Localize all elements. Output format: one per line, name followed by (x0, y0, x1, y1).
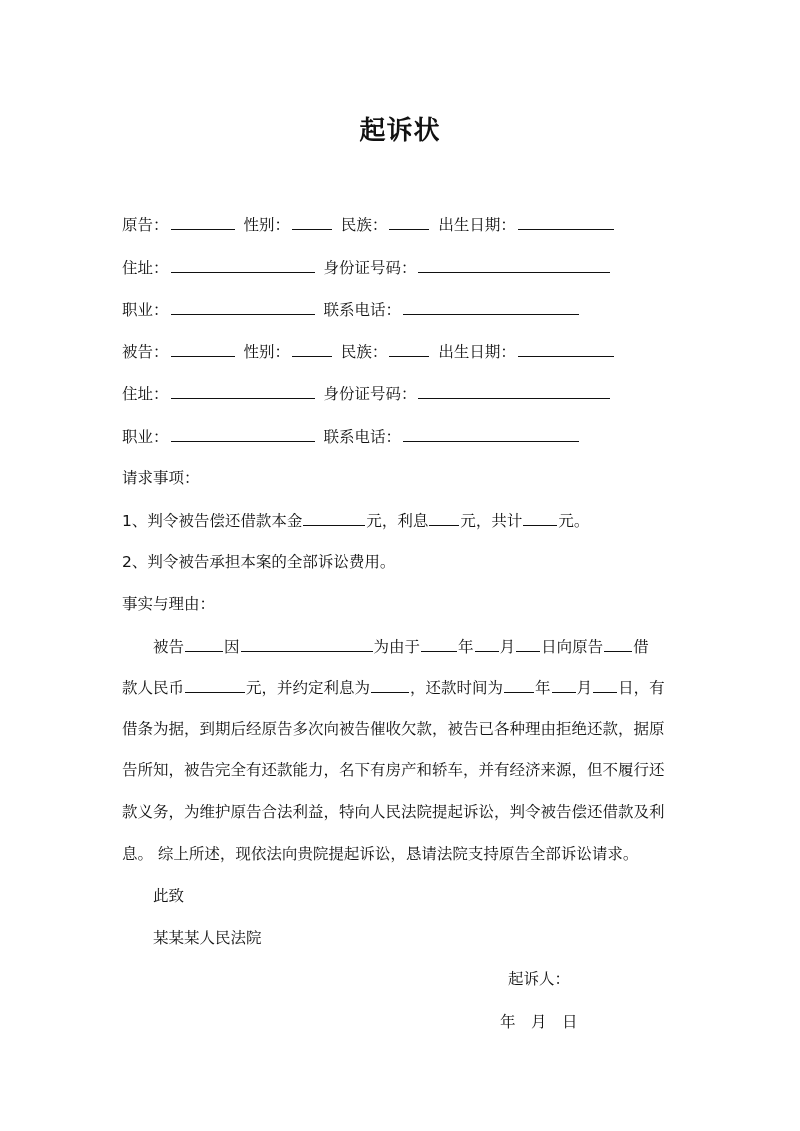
defendant-ethnicity-blank[interactable] (389, 340, 429, 357)
plaintiff-gender-blank[interactable] (292, 213, 332, 230)
facts-defendant-blank[interactable] (185, 635, 223, 652)
facts-line-3: 借条为据，到期后经原告多次向被告催收欠款，被告已各种理由拒绝还款，据原 (122, 720, 665, 738)
plaintiff-gender-label: 性别： (243, 216, 290, 234)
claim-principal-blank[interactable] (303, 509, 365, 526)
facts-l2-b: 元，并约定利息为 (246, 679, 371, 697)
plaintiff-job-label: 职业： (122, 301, 169, 319)
claim-1-part-c: 元，共计 (460, 512, 523, 530)
signature-date: 年 月 日 (500, 1013, 578, 1031)
facts-heading: 事实与理由： (122, 595, 216, 613)
closing-salutation: 此致 (153, 887, 185, 905)
facts-l1-c: 为由于 (373, 638, 421, 656)
plaintiff-id-blank[interactable] (418, 256, 610, 273)
plaintiff-job-row (122, 298, 583, 320)
plaintiff-address-row (122, 256, 614, 278)
facts-day-blank[interactable] (516, 635, 540, 652)
facts-line-6: 息。 综上所述，现依法向贵院提起诉讼，恳请法院支持原告全部诉讼请求。 (122, 845, 639, 863)
defendant-basic-row (122, 340, 618, 362)
facts-l1-a: 被告 (153, 638, 185, 656)
facts-month-blank[interactable] (475, 635, 499, 652)
claim-1-part-a: 1、判令被告偿还借款本金 (122, 512, 303, 530)
facts-l1-d: 年 (458, 638, 474, 656)
facts-l1-b: 因 (224, 638, 240, 656)
plaintiff-birth-blank[interactable] (518, 213, 614, 230)
defendant-birth-label: 出生日期： (438, 343, 516, 361)
closing-court: 某某某人民法院 (153, 929, 262, 947)
facts-line-2 (122, 676, 682, 698)
defendant-id-label: 身份证号码： (323, 385, 417, 403)
claim-interest-blank[interactable] (429, 509, 459, 526)
facts-repay-year-blank[interactable] (504, 676, 534, 693)
defendant-gender-blank[interactable] (292, 340, 332, 357)
plaintiff-birth-label: 出生日期： (438, 216, 516, 234)
facts-repay-month-blank[interactable] (552, 676, 576, 693)
defendant-phone-label: 联系电话： (323, 428, 401, 446)
claim-item-1 (122, 509, 589, 531)
facts-l2-f: 日，有 (618, 679, 665, 697)
signer-label: 起诉人： (508, 970, 571, 988)
defendant-address-row (122, 382, 614, 404)
plaintiff-name-label: 原告： (122, 216, 169, 234)
claims-heading: 请求事项： (122, 469, 200, 487)
defendant-job-label: 职业： (122, 428, 169, 446)
facts-repay-day-blank[interactable] (593, 676, 617, 693)
plaintiff-job-blank[interactable] (171, 298, 315, 315)
plaintiff-phone-blank[interactable] (403, 298, 579, 315)
facts-l1-g: 借 (633, 638, 649, 656)
defendant-ethnicity-label: 民族： (340, 343, 388, 361)
defendant-address-label: 住址： (122, 385, 169, 403)
facts-line-4: 告所知，被告完全有还款能力，名下有房产和轿车，并有经济来源，但不履行还 (122, 761, 665, 779)
plaintiff-id-label: 身份证号码： (323, 259, 417, 277)
plaintiff-ethnicity-label: 民族： (340, 216, 388, 234)
claim-item-2: 2、判令被告承担本案的全部诉讼费用。 (122, 553, 396, 571)
defendant-gender-label: 性别： (243, 343, 290, 361)
facts-l1-e: 月 (499, 638, 516, 656)
defendant-phone-blank[interactable] (403, 425, 579, 442)
defendant-name-label: 被告： (122, 343, 169, 361)
defendant-name-blank[interactable] (171, 340, 235, 357)
plaintiff-ethnicity-blank[interactable] (389, 213, 429, 230)
facts-year-blank[interactable] (421, 635, 457, 652)
claim-1-part-b: 元，利息 (366, 512, 429, 530)
document-title: 起诉状 (359, 116, 441, 146)
facts-l2-e: 月 (576, 679, 593, 697)
facts-plaintiff-blank[interactable] (604, 635, 632, 652)
defendant-job-blank[interactable] (171, 425, 315, 442)
facts-line-5: 款义务，为维护原告合法利益，特向人民法院提起诉讼，判令被告偿还借款及利 (122, 803, 665, 821)
facts-amount-blank[interactable] (185, 676, 245, 693)
defendant-job-row (122, 425, 583, 447)
facts-l2-d: 年 (535, 679, 551, 697)
plaintiff-phone-label: 联系电话： (323, 301, 401, 319)
facts-rate-blank[interactable] (371, 676, 409, 693)
defendant-id-blank[interactable] (418, 382, 610, 399)
claim-1-part-d: 元。 (558, 512, 590, 530)
facts-l2-c: ，还款时间为 (410, 679, 504, 697)
facts-l2-a: 款人民币 (122, 679, 185, 697)
plaintiff-name-blank[interactable] (171, 213, 235, 230)
facts-reason-blank[interactable] (241, 635, 373, 652)
plaintiff-address-label: 住址： (122, 259, 169, 277)
plaintiff-address-blank[interactable] (171, 256, 315, 273)
defendant-birth-blank[interactable] (518, 340, 614, 357)
facts-line-1 (153, 635, 713, 657)
defendant-address-blank[interactable] (171, 382, 315, 399)
facts-l1-f: 日向原告 (541, 638, 604, 656)
claim-total-blank[interactable] (523, 509, 557, 526)
plaintiff-basic-row (122, 213, 618, 235)
